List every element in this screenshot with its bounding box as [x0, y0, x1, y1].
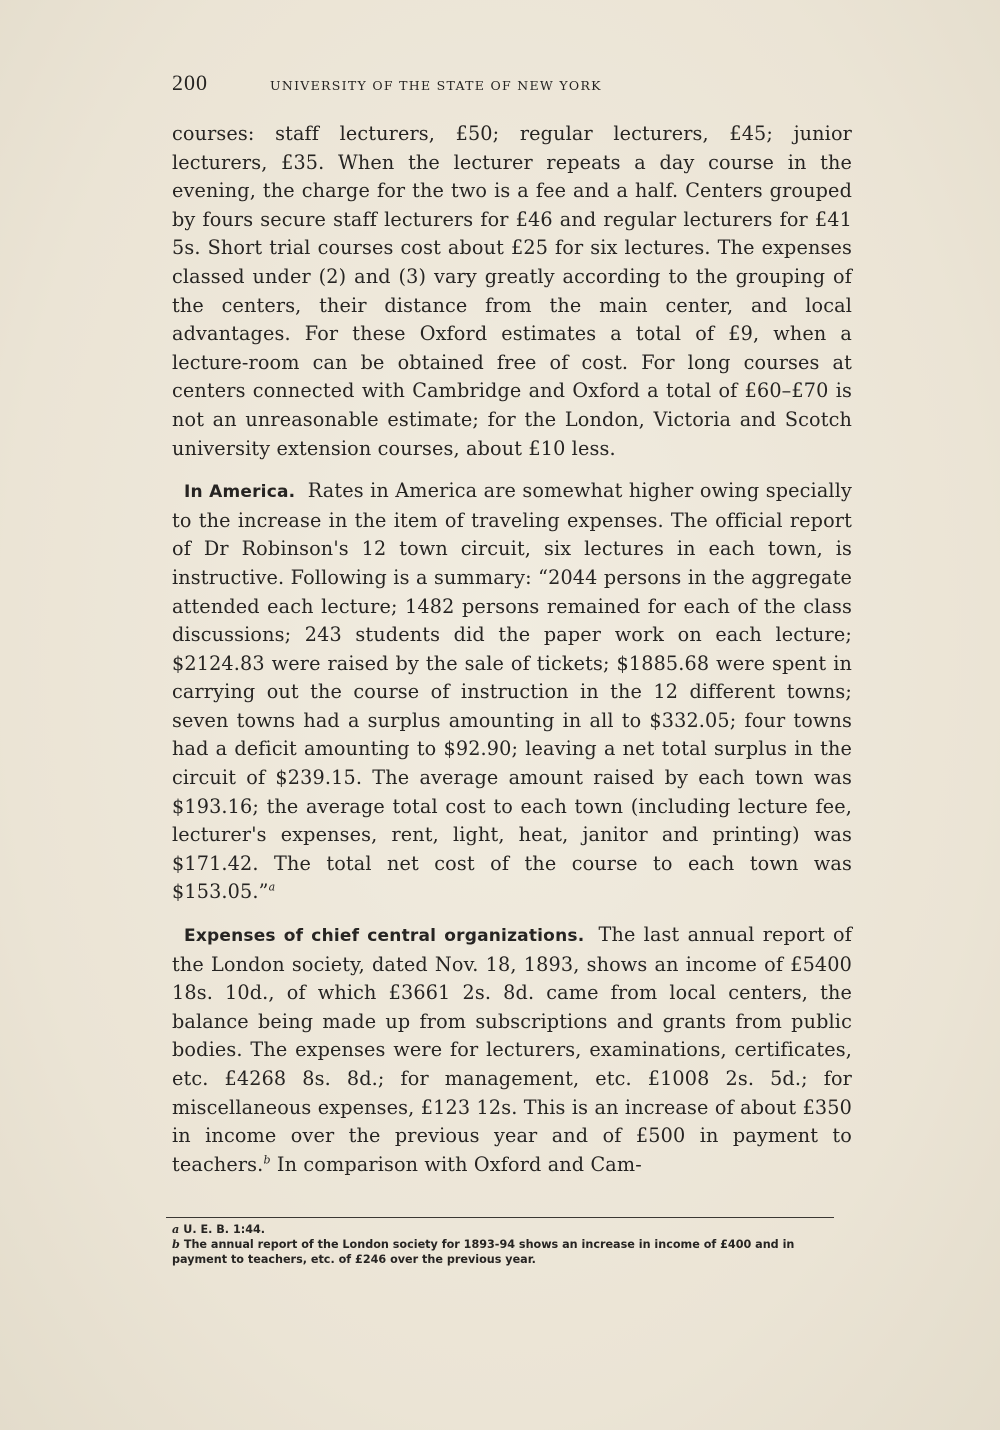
- footnote-ref-b[interactable]: b: [263, 1153, 271, 1167]
- footnote-a: [172, 1222, 842, 1237]
- footnote-a-text: U. E. B. 1:44.: [183, 1223, 266, 1236]
- footnotes: [172, 1222, 842, 1267]
- paragraph-central-organizations: [172, 921, 852, 1179]
- footnote-divider: [166, 1217, 834, 1218]
- paragraph-central-organizations-text: The last annual report of the London society, dated Nov. 18, 1893, shows an income of £5400 18s. 10d., of which £3661 2s. 8d. came from local centers, the balance being made up from subscriptions and grants from public bodies. The expenses were for lecturers, examinations, certificates, etc. £4268 8s. 8d.; for management, etc. £1008 2s. 5d.; for miscellaneous expenses, £123 12s. This is an increase of about £350 in income over the previous year and of £500 in payment to teachers.: [172, 923, 852, 1176]
- paragraph-america: [172, 477, 852, 907]
- footnote-a-mark: a: [172, 1222, 180, 1236]
- paragraph-costs-text: courses: staff lecturers, £50; regular lecturers, £45; junior lecturers, £35. When the lecturer repeats a day course in the evening, the charge for the two is a fee and a half. Centers grouped by fours secure staff lecturers for £46 and regular lecturers for £41 5s. Short trial courses cost about £25 for six lectures. The expenses classed under (2) and (3) vary greatly according to the grouping of the centers, their distance from the main center, and local advantages. For these Oxford estimates a total of £9, when a lecture-room can be obtained free of cost. For long courses at centers connected with Cambridge and Oxford a total of £60–£70 is not an unreasonable estimate; for the London, Victoria and Scotch university extension courses, about £10 less.: [172, 122, 852, 460]
- body-text: [172, 120, 852, 1179]
- paragraph-america-text: Rates in America are somewhat higher owing specially to the increase in the item of traveling expenses. The official report of Dr Robinson's 12 town circuit, six lectures in each town, is instructive. Following is a summary: “2044 persons in the aggregate attended each lecture; 1482 persons remained for each of the class discussions; 243 students did the paper work on each lecture; $2124.83 were raised by the sale of tickets; $1885.68 were spent in carrying out the course of instruction in the 12 different towns; seven towns had a surplus amounting in all to $332.05; four towns had a deficit amounting to $92.90; leaving a net total surplus in the circuit of $239.15. The average amount raised by each town was $193.16; the average total cost to each town (including lecture fee, lecturer's expenses, rent, light, heat, janitor and printing) was $171.42. The total net cost of the course to each town was $153.05.”: [172, 479, 852, 904]
- footnote-ref-a[interactable]: a: [268, 881, 276, 895]
- page-number: 200: [172, 70, 208, 95]
- side-heading-central-organizations: Expenses of chief central organizations.: [184, 926, 585, 947]
- footnote-b-text: The annual report of the London society for 1893-94 shows an increase in income of £400 and in payment to teachers, etc. of £246 over the previous year.: [172, 1238, 795, 1266]
- page-header: [172, 70, 742, 96]
- paragraph-costs: [172, 120, 852, 463]
- footnote-b: [172, 1237, 842, 1267]
- running-head: UNIVERSITY OF THE STATE OF NEW YORK: [270, 78, 602, 93]
- footnote-b-mark: b: [172, 1237, 180, 1251]
- side-heading-america: In America.: [184, 482, 296, 503]
- paragraph-central-organizations-tail: In comparison with Oxford and Cam-: [276, 1152, 642, 1176]
